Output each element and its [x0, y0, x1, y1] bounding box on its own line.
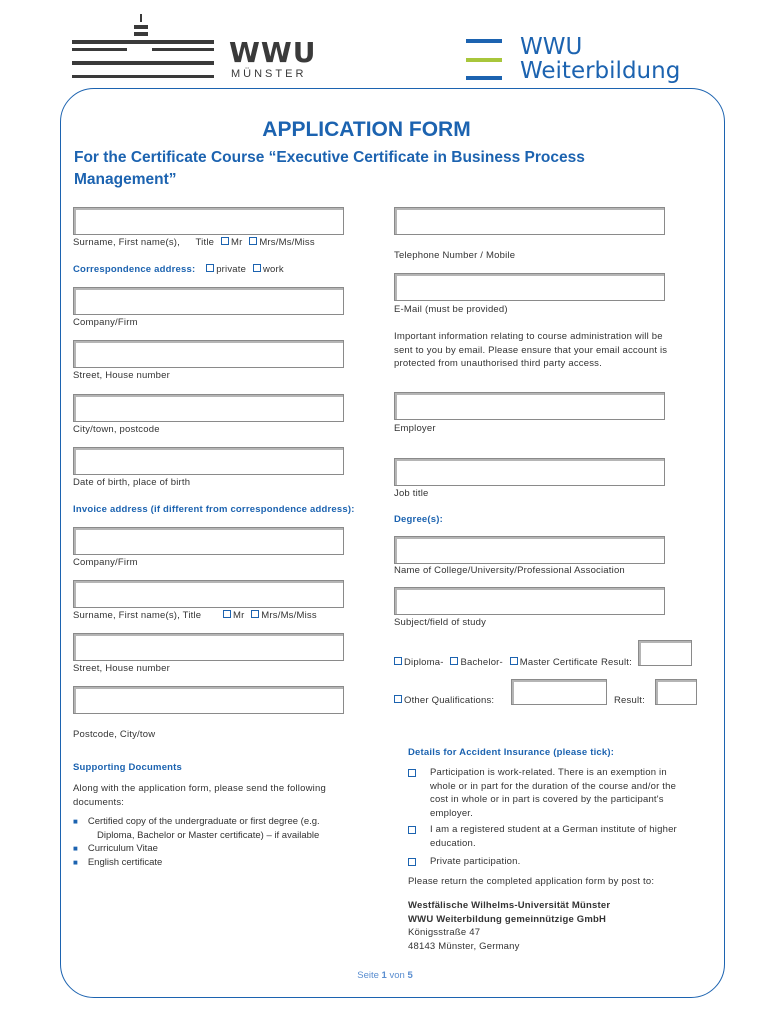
degree-type-row — [390, 657, 598, 668]
surname-label-row — [73, 237, 315, 248]
wwu-muenster-logo — [72, 14, 317, 84]
accident-option-3-label: Private participation. — [430, 856, 521, 867]
page-mid: von — [386, 970, 408, 981]
email-note-line3: protected from unauthorised third party access. — [394, 358, 602, 369]
invoice-surname-row — [73, 610, 317, 621]
invoice-mrs-checkbox[interactable] — [251, 610, 259, 618]
accident-option-3 — [408, 855, 708, 869]
other-qualifications-checkbox[interactable] — [394, 695, 402, 703]
return-note: Please return the completed application form by post to: — [408, 876, 655, 887]
master-checkbox[interactable] — [510, 657, 518, 665]
mrs-checkbox[interactable] — [249, 237, 257, 245]
supporting-docs-title: Supporting Documents — [73, 762, 183, 773]
subject-field[interactable] — [394, 587, 665, 615]
docs-list — [73, 815, 373, 869]
accident-option-2-line1: I am a registered student at a German institute of higher — [430, 824, 677, 835]
accident-insurance-title: Details for Accident Insurance (please tick): — [408, 747, 615, 758]
doc-item: ■ English certificate — [73, 856, 163, 868]
page-number — [0, 970, 770, 981]
accident-option-2-line2: education. — [430, 837, 476, 849]
job-title-label: Job title — [394, 488, 429, 499]
employer-label: Employer — [394, 423, 436, 434]
result-field-2[interactable] — [655, 679, 697, 705]
email-note — [394, 330, 704, 371]
degrees-label: Degree(s): — [394, 514, 443, 525]
doc-item-2: Curriculum Vitae — [87, 843, 158, 854]
doc-item: ■ Curriculum Vitae — [73, 843, 158, 854]
accident-option-1 — [408, 766, 708, 820]
city-label: City/town, postcode — [73, 424, 160, 435]
invoice-surname-label: Surname, First name(s), Title — [73, 610, 202, 621]
accident-option-1-line2: whole or in part for the duration of the course and/or the — [430, 780, 677, 792]
address-line-2: WWU Weiterbildung gemeinnützige GmbH — [408, 913, 607, 925]
mr-checkbox[interactable] — [221, 237, 229, 245]
form-subtitle-line2: Management” — [74, 171, 177, 188]
invoice-postcode-label: Postcode, City/tow — [73, 729, 156, 740]
surname-field[interactable] — [73, 207, 344, 235]
accident-option-2 — [408, 823, 708, 850]
address-line-4: 48143 Münster, Germany — [408, 940, 520, 952]
mrs-label: Mrs/Ms/Miss — [259, 237, 315, 248]
other-qualifications-field[interactable] — [511, 679, 607, 705]
mr-label: Mr — [230, 237, 243, 248]
email-field[interactable] — [394, 273, 665, 301]
result-field-1[interactable] — [638, 640, 692, 666]
weiterbildung-text: Weiterbildung — [520, 58, 681, 84]
doc-item-cont — [73, 829, 373, 843]
surname-label: Surname, First name(s), — [73, 237, 181, 248]
correspondence-label: Correspondence address: — [73, 264, 196, 275]
city-field[interactable] — [73, 394, 344, 422]
invoice-address-label: Invoice address (if different from correspondence address): — [73, 504, 355, 515]
doc-item-1-line1: Certified copy of the undergraduate or first degree (e.g. — [87, 816, 320, 827]
muenster-logo-text: MÜNSTER — [231, 68, 307, 80]
wwu-weiterbildung-logo — [466, 36, 706, 92]
accident-option-3-checkbox[interactable] — [408, 858, 416, 866]
telephone-label: Telephone Number / Mobile — [394, 250, 516, 261]
invoice-surname-field[interactable] — [73, 580, 344, 608]
result-label-2: Result: — [614, 695, 645, 706]
page-total: 5 — [407, 970, 413, 981]
supporting-docs-text-line2: documents: — [73, 796, 125, 808]
college-field[interactable] — [394, 536, 665, 564]
subject-label: Subject/field of study — [394, 617, 487, 628]
diploma-label: Diploma- — [404, 657, 444, 668]
invoice-postcode-field[interactable] — [73, 686, 344, 714]
work-checkbox[interactable] — [253, 264, 261, 272]
dob-label: Date of birth, place of birth — [73, 477, 191, 488]
company-label: Company/Firm — [73, 317, 138, 328]
other-qualifications-row — [390, 695, 494, 706]
diploma-checkbox[interactable] — [394, 657, 402, 665]
other-qualifications-label: Other Qualifications: — [404, 695, 495, 706]
invoice-mr-checkbox[interactable] — [223, 610, 231, 618]
page-prefix: Seite — [357, 970, 382, 981]
employer-field[interactable] — [394, 392, 665, 420]
weiterbildung-wwu-text: WWU — [520, 34, 583, 60]
private-label: private — [216, 264, 247, 275]
wwu-logo-text: WWU — [229, 36, 317, 69]
result-label-1: Result: — [601, 657, 632, 668]
telephone-field[interactable] — [394, 207, 665, 235]
private-checkbox[interactable] — [206, 264, 214, 272]
form-title: APPLICATION FORM — [262, 118, 471, 141]
invoice-company-field[interactable] — [73, 527, 344, 555]
master-label: Master Certificate — [519, 657, 598, 668]
email-label: E-Mail (must be provided) — [394, 304, 508, 315]
weiterbildung-emblem — [466, 36, 506, 86]
invoice-street-field[interactable] — [73, 633, 344, 661]
address-line-1: Westfälische Wilhelms-Universität Münster — [408, 900, 611, 911]
invoice-street-label: Street, House number — [73, 663, 170, 674]
email-note-line1: Important information relating to course administration will be — [394, 331, 663, 342]
accident-option-2-checkbox[interactable] — [408, 826, 416, 834]
doc-item-1-line2: Diploma, Bachelor or Master certificate) – if available — [97, 829, 320, 841]
correspondence-row — [73, 264, 284, 275]
bachelor-label: Bachelor- — [460, 657, 503, 668]
form-subtitle-line1: For the Certificate Course “Executive Certificate in Business Process — [74, 149, 585, 166]
supporting-docs-text — [73, 782, 365, 809]
invoice-mrs-label: Mrs/Ms/Miss — [261, 610, 317, 621]
street-field[interactable] — [73, 340, 344, 368]
bachelor-checkbox[interactable] — [450, 657, 458, 665]
invoice-company-label: Company/Firm — [73, 557, 138, 568]
accident-option-1-line1: Participation is work-related. There is an exemption in — [430, 767, 667, 778]
job-title-field[interactable] — [394, 458, 665, 486]
doc-item: ■ Certified copy of the undergraduate or first degree (e.g. — [73, 816, 320, 827]
work-label: work — [262, 264, 284, 275]
college-label: Name of College/University/Professional Association — [394, 565, 625, 576]
return-address — [408, 899, 610, 953]
company-field[interactable] — [73, 287, 344, 315]
title-label: Title — [195, 237, 215, 248]
accident-option-1-line3: cost in whole or in part is covered by the participant's — [430, 794, 664, 805]
address-line-3: Königsstraße 47 — [408, 927, 481, 938]
email-note-line2: sent to you by email. Please ensure that your email account is — [394, 344, 668, 356]
street-label: Street, House number — [73, 370, 170, 381]
supporting-docs-text-line1: Along with the application form, please send the following — [73, 783, 326, 794]
accident-option-1-checkbox[interactable] — [408, 769, 416, 777]
invoice-mr-label: Mr — [232, 610, 245, 621]
page-current: 1 — [381, 970, 387, 981]
accident-option-1-line4: employer. — [430, 807, 473, 819]
dob-field[interactable] — [73, 447, 344, 475]
doc-item-3: English certificate — [87, 856, 163, 868]
